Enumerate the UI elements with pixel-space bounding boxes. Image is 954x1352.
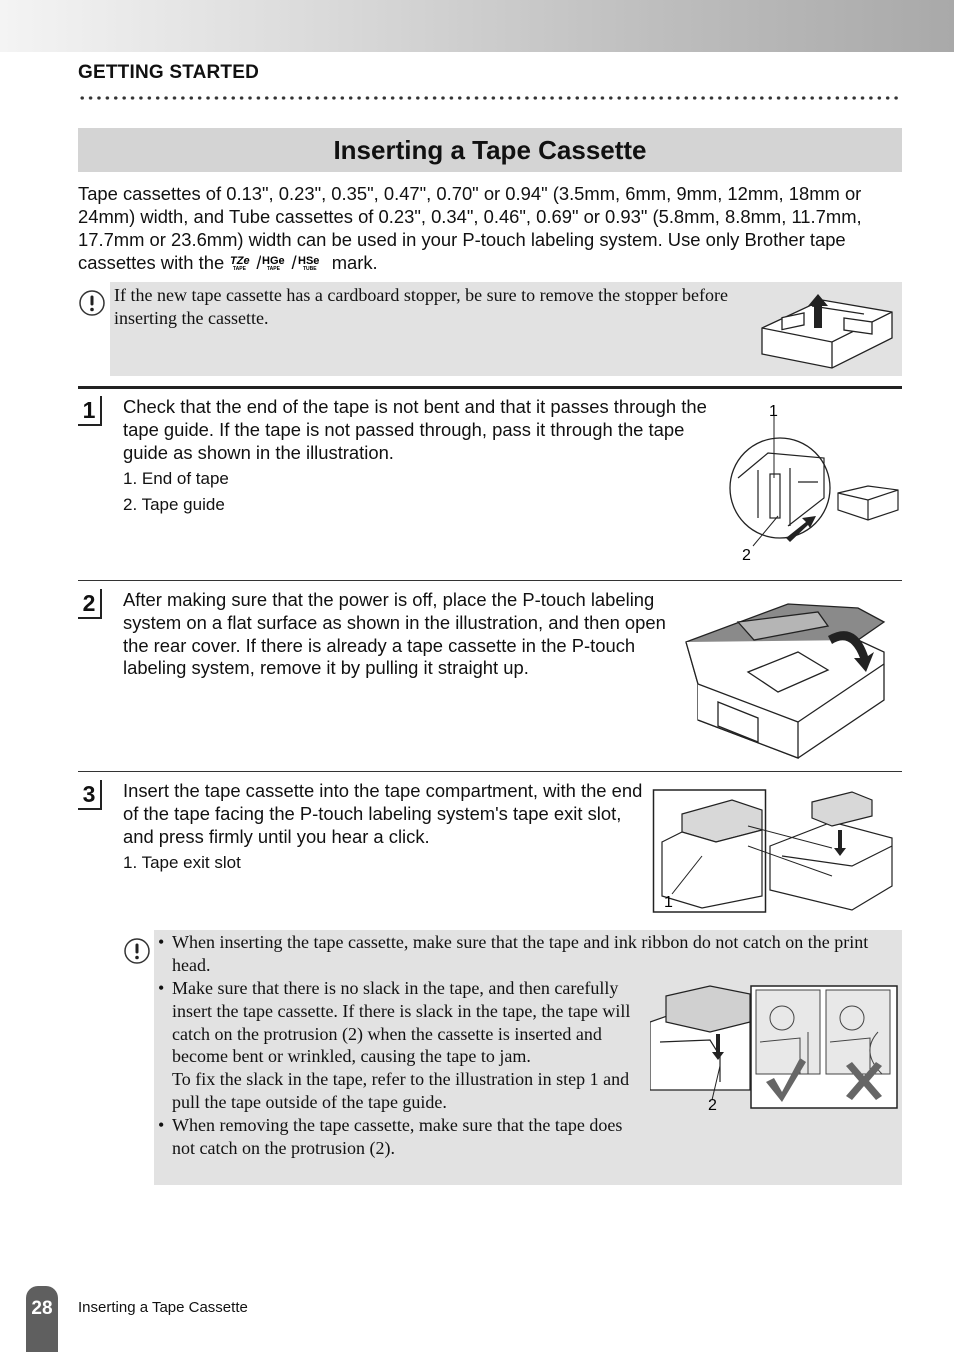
svg-text:TZe: TZe	[230, 255, 250, 267]
step-1-item-2: 2. Tape guide	[123, 495, 225, 514]
insert-cassette-illustration	[652, 786, 900, 916]
cassette-stopper-illustration	[752, 288, 896, 372]
page-title: Inserting a Tape Cassette	[333, 135, 647, 165]
intro-paragraph	[78, 182, 908, 274]
step-number-3: 3	[78, 780, 102, 810]
callout-2: 2	[742, 547, 751, 564]
callout-2: 2	[708, 1097, 717, 1112]
intro-suffix: mark.	[331, 252, 378, 273]
step-1-text: Check that the end of the tape is not bent and that it passes through the tape guide. If the tape is not passed through, pass it through the tape guide as shown in the illustration.	[123, 396, 707, 463]
step-3-item-1: 1. Tape exit slot	[123, 853, 241, 872]
svg-text:TAPE: TAPE	[267, 266, 281, 271]
step-2-text: After making sure that the power is off, place the P-touch labeling system on a flat surface as shown in the illustration, and then open the rear cover. If there is already a tape cassette in the P-touch labeling system, remove it by pulling it straight up.	[123, 589, 666, 679]
step-number-2: 2	[78, 589, 102, 619]
caution-icon	[123, 937, 151, 965]
step-1-item-1: 1. End of tape	[123, 469, 229, 488]
note-bullet-3-text: • When removing the tape cassette, make sure that the tape does not catch on the protrusion (2).	[155, 1114, 645, 1160]
note-stopper-text: If the new tape cassette has a cardboard stopper, be sure to remove the stopper before inserting the cassette.	[114, 285, 729, 328]
note-bullet-2-text: Make sure that there is no slack in the tape, and then carefully insert the tape cassette. If there is slack in the tape, the tape will catch on the protrusion (2) when the cassette is inserted and become bent or wrinkled, causing the tape to jam.	[172, 978, 631, 1067]
step-3-text: Insert the tape cassette into the tape compartment, with the end of the tape facing the P-touch labeling system's tape exit slot, and press firmly until you hear a click.	[123, 780, 643, 847]
step-divider	[78, 580, 902, 581]
step-number-1: 1	[78, 396, 102, 426]
callout-1: 1	[664, 894, 673, 911]
caution-icon	[78, 289, 106, 317]
open-cover-illustration	[678, 592, 892, 762]
svg-text:TAPE: TAPE	[233, 266, 247, 271]
svg-text:HGe: HGe	[262, 255, 286, 267]
dotted-divider	[78, 95, 902, 101]
protrusion-illustration	[650, 982, 900, 1112]
svg-text:HSe: HSe	[297, 255, 319, 267]
footer-title: Inserting a Tape Cassette	[78, 1299, 248, 1316]
note-bullet-2	[155, 977, 645, 1159]
note-bullet-1-text: • When inserting the tape cassette, make sure that the tape and ink ribbon do not catch on the print head.	[155, 931, 895, 977]
logo-separator: /	[256, 252, 262, 273]
hse-logo-icon	[297, 253, 327, 271]
header-bar	[0, 0, 954, 52]
steps-top-rule	[78, 386, 902, 389]
tze-logo-icon	[229, 253, 256, 271]
intro-text: Tape cassettes of 0.13", 0.23", 0.35", 0.47", 0.70" or 0.94" (3.5mm, 6mm, 9mm, 12mm, 18mm or 24mm) width, and Tube cassettes of 0.23", 0.34", 0.46", 0.69" or 0.93" (5.8mm, 8.8mm, 11.7mm, 17.7mm or 23.6mm) width can be used in your P-touch labeling system. Use only Brother tape cassettes with the	[78, 183, 862, 273]
callout-1: 1	[769, 403, 778, 420]
logo-separator: /	[291, 252, 297, 273]
hge-logo-icon	[261, 253, 291, 271]
note-bullet-2-extra: To fix the slack in the tape, refer to the illustration in step 1 and pull the tape outside of the tape guide.	[172, 1069, 630, 1112]
note-bullet-1	[155, 931, 895, 977]
section-label: GETTING STARTED	[78, 62, 260, 83]
tape-guide-illustration	[728, 398, 904, 568]
step-divider	[78, 771, 902, 772]
page-number: 28	[31, 1298, 53, 1319]
svg-text:TUBE: TUBE	[302, 266, 317, 271]
